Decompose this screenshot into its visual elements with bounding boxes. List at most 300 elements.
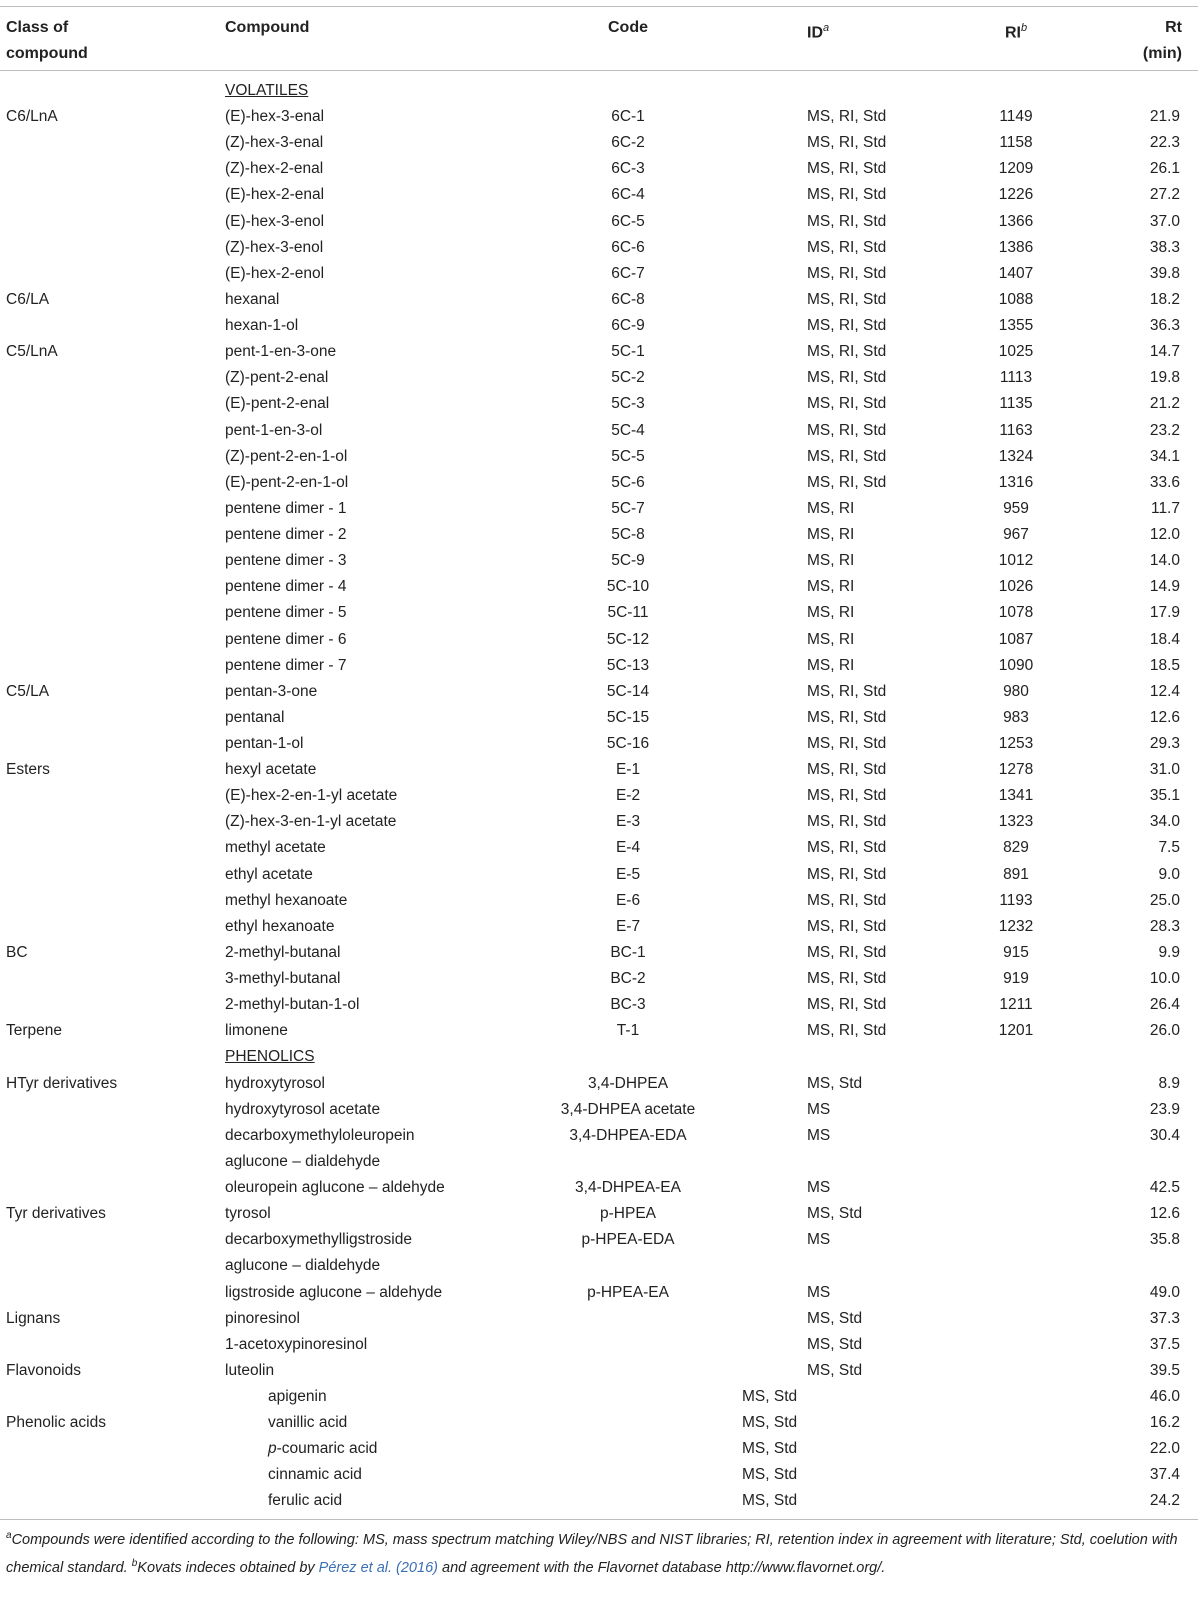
id-cell: MS, Std (807, 1074, 863, 1092)
id-cell: MS, Std (742, 1440, 798, 1458)
compound-cell: (Z)-pent-2-en-1-ol (225, 447, 348, 465)
compound-cell: 3-methyl-butanal (225, 970, 341, 988)
ri-cell: 1253 (998, 735, 1034, 752)
rt-cell: 12.0 (1149, 526, 1180, 544)
rt-cell: 29.3 (1149, 735, 1180, 752)
code-cell: E-6 (615, 891, 641, 909)
id-cell: MS, RI, Std (807, 447, 887, 465)
table-row (0, 391, 1198, 417)
code-cell: p-HPEA-EA (587, 1283, 669, 1301)
code-cell: 6C-8 (611, 290, 645, 308)
compound-cell: pent-1-en-3-ol (225, 421, 323, 439)
compound-cell: ferulic acid (268, 1492, 343, 1510)
id-cell: MS, RI, Std (807, 238, 887, 256)
rt-cell: 14.0 (1149, 552, 1180, 570)
ri-cell: 829 (1003, 839, 1029, 857)
class-cell: Esters (6, 761, 50, 779)
rt-cell: 18.4 (1149, 630, 1180, 648)
rt-cell: 28.3 (1149, 917, 1180, 935)
rt-cell: 23.2 (1149, 421, 1180, 439)
ri-cell: 1088 (998, 290, 1034, 308)
compound-cell: pentan-3-one (225, 682, 318, 700)
id-cell: MS, Std (807, 1205, 863, 1223)
compound-cell: hexan-1-ol (225, 317, 299, 335)
header-compound: Compound (225, 19, 310, 36)
table-row (0, 209, 1198, 235)
reference-link[interactable]: Pérez et al. (2016) (318, 1559, 438, 1576)
ri-cell: 1211 (999, 996, 1033, 1014)
table-row (0, 757, 1198, 783)
code-cell: 5C-5 (611, 447, 645, 465)
ri-cell: 1324 (998, 447, 1034, 465)
ri-cell: 1209 (998, 160, 1034, 178)
ri-cell: 1232 (998, 917, 1034, 935)
table-row (0, 235, 1198, 261)
table-row (0, 731, 1198, 757)
code-cell: 6C-4 (611, 186, 645, 204)
code-cell: p-HPEA-EDA (581, 1231, 675, 1249)
ri-cell: 1113 (999, 369, 1033, 387)
id-cell: MS, Std (742, 1388, 798, 1405)
rt-cell: 31.0 (1149, 761, 1180, 779)
code-cell: 5C-3 (611, 395, 645, 413)
table-row (0, 627, 1198, 653)
compound-cell: pentene dimer - 5 (225, 604, 347, 622)
table-row (0, 1306, 1198, 1332)
code-cell: 5C-6 (611, 473, 645, 491)
compound-cell: luteolin (225, 1361, 275, 1379)
class-cell: BC (6, 943, 28, 961)
rt-cell: 37.0 (1149, 212, 1180, 230)
compound-cell: hexanal (225, 290, 280, 308)
id-cell: MS (807, 1179, 831, 1197)
compound-cell: hydroxytyrosol (225, 1074, 325, 1092)
rt-cell: 34.1 (1149, 447, 1180, 465)
compound-cell: aglucone – dialdehyde (225, 1257, 381, 1275)
id-cell: MS, RI (807, 526, 855, 544)
code-cell: 3,4-DHPEA-EDA (569, 1126, 687, 1144)
id-cell: MS, RI, Std (807, 290, 887, 308)
id-cell: MS, Std (742, 1414, 798, 1432)
rt-cell: 8.9 (1158, 1074, 1180, 1092)
id-cell: MS, RI, Std (807, 473, 887, 491)
compound-cell: methyl hexanoate (225, 891, 348, 909)
table-row (0, 1462, 1198, 1488)
table-row (0, 809, 1198, 835)
code-cell: 5C-7 (611, 499, 645, 517)
code-cell: 5C-8 (611, 526, 645, 544)
code-cell: 6C-7 (611, 264, 645, 282)
id-cell: MS, RI, Std (807, 943, 887, 961)
table-row (0, 600, 1198, 626)
ri-cell: 1158 (999, 134, 1033, 152)
rt-cell: 34.0 (1149, 813, 1180, 831)
table-top-rule (0, 6, 1198, 7)
code-cell: 5C-1 (611, 343, 645, 361)
id-cell: MS, RI, Std (807, 865, 887, 883)
rt-cell: 12.6 (1149, 1205, 1180, 1223)
ri-cell: 891 (1003, 865, 1029, 883)
id-cell: MS, RI, Std (807, 787, 887, 805)
id-cell: MS, Std (807, 1309, 863, 1327)
code-cell: 5C-15 (606, 708, 650, 726)
table-row (0, 862, 1198, 888)
ri-cell: 1278 (998, 761, 1034, 779)
rt-cell: 26.1 (1149, 160, 1180, 178)
ri-cell: 1163 (999, 421, 1033, 439)
id-cell: MS, Std (742, 1492, 798, 1510)
ri-cell: 959 (1003, 499, 1029, 517)
table-row (0, 444, 1198, 470)
rt-cell: 22.0 (1149, 1440, 1180, 1458)
rt-cell: 42.5 (1149, 1179, 1180, 1197)
compound-cell: (E)-hex-2-enol (225, 264, 325, 282)
ri-cell: 983 (1003, 708, 1029, 726)
compound-cell: (E)-hex-3-enal (225, 108, 325, 126)
id-cell: MS, RI (807, 552, 855, 570)
id-cell: MS, RI, Std (807, 369, 887, 387)
table-row (0, 1488, 1198, 1514)
ri-cell: 980 (1003, 682, 1029, 700)
ri-cell: 1193 (999, 891, 1033, 909)
table-row (0, 548, 1198, 574)
table-row (0, 1436, 1198, 1462)
rt-cell: 18.5 (1149, 656, 1180, 674)
rt-cell: 24.2 (1149, 1492, 1180, 1510)
compound-cell: (Z)-hex-3-enol (225, 238, 324, 256)
class-cell: Phenolic acids (6, 1414, 106, 1432)
ri-cell: 1026 (998, 578, 1034, 596)
ri-cell: 1090 (998, 656, 1034, 674)
compound-cell: decarboxymethylligstroside (225, 1231, 412, 1249)
rt-cell: 27.2 (1149, 186, 1180, 204)
id-cell: MS, Std (742, 1466, 798, 1484)
id-cell: MS, RI, Std (807, 917, 887, 935)
rt-cell: 10.0 (1149, 970, 1180, 988)
rt-cell: 19.8 (1149, 369, 1180, 387)
table-row (0, 104, 1198, 130)
table-row (0, 313, 1198, 339)
id-cell: MS, RI (807, 578, 855, 596)
rt-cell: 21.2 (1149, 395, 1180, 413)
id-cell: MS, RI, Std (807, 761, 887, 779)
rt-cell: 11.7 (1150, 499, 1180, 517)
compound-cell: pentanal (225, 708, 285, 726)
id-cell: MS, RI, Std (807, 212, 887, 230)
table-row (0, 156, 1198, 182)
table-row (0, 1227, 1198, 1253)
rt-cell: 17.9 (1149, 604, 1180, 622)
table-row (0, 418, 1198, 444)
class-cell: Flavonoids (6, 1361, 81, 1379)
header-rule (0, 70, 1198, 71)
ri-cell: 1355 (998, 317, 1034, 335)
rt-cell: 35.1 (1149, 787, 1180, 805)
compound-cell: p-coumaric acid (268, 1440, 378, 1458)
rt-cell: 33.6 (1149, 473, 1180, 491)
rt-cell: 12.4 (1149, 682, 1180, 700)
header-code: Code (608, 19, 648, 36)
rt-cell: 22.3 (1149, 134, 1180, 152)
rt-cell: 37.4 (1149, 1466, 1180, 1484)
code-cell: BC-1 (610, 943, 646, 961)
header-class: Class of compound (6, 19, 88, 62)
rt-cell: 9.0 (1158, 865, 1180, 883)
code-cell: T-1 (616, 1022, 640, 1040)
rt-cell: 49.0 (1149, 1283, 1180, 1301)
ri-cell: 1386 (998, 238, 1034, 256)
compound-cell: (E)-pent-2-enal (225, 395, 330, 413)
id-cell: MS, RI, Std (807, 421, 887, 439)
ri-cell: 1078 (998, 604, 1034, 622)
table-row (0, 992, 1198, 1018)
compound-cell: (Z)-hex-2-enal (225, 160, 324, 178)
table-row (0, 705, 1198, 731)
rt-cell: 21.9 (1149, 108, 1180, 126)
code-cell: 3,4-DHPEA (587, 1074, 669, 1092)
table-row (0, 1410, 1198, 1436)
id-cell: MS, RI, Std (807, 134, 887, 152)
compound-cell: (Z)-hex-3-en-1-yl acetate (225, 813, 397, 831)
table-row (0, 1253, 1198, 1279)
rt-cell: 35.8 (1149, 1231, 1180, 1249)
header-ri: $RI^b$ (1004, 22, 1028, 42)
id-cell: MS, RI (807, 630, 855, 648)
class-cell: Tyr derivatives (6, 1205, 106, 1223)
code-cell: 6C-9 (611, 317, 645, 335)
compound-cell: ethyl hexanoate (225, 917, 335, 935)
compound-cell: (E)-pent-2-en-1-ol (225, 473, 349, 491)
class-cell: C5/LA (6, 682, 50, 700)
section-header-row (0, 78, 1198, 104)
table-footnote: $^a$Compounds were identified according to the following: MS, mass spectrum matching Wiley/NBS and NIST libraries; RI, retention index in agreement with literature; Std, coelution with chemical standard. $^b$Kovats indeces obtained by Pérez et al. (2016) and agreement with the Flavornet database http://www.flavornet.org/. (6, 1530, 1178, 1576)
table-row (0, 574, 1198, 600)
table-row (0, 783, 1198, 809)
id-cell: MS, RI, Std (807, 970, 887, 988)
table-row (0, 1123, 1198, 1149)
compound-cell: tyrosol (225, 1205, 271, 1223)
class-cell: C6/LA (6, 290, 50, 308)
id-cell: MS (807, 1283, 831, 1301)
rt-cell: 26.0 (1149, 1022, 1180, 1040)
table-row (0, 1018, 1198, 1044)
compound-cell: PHENOLICS (225, 1048, 315, 1066)
table-row (0, 522, 1198, 548)
code-cell: 6C-3 (611, 160, 645, 178)
code-cell: 3,4-DHPEA acetate (560, 1100, 696, 1118)
id-cell: MS, RI, Std (807, 186, 887, 204)
rt-cell: 14.9 (1149, 578, 1180, 596)
table-row (0, 470, 1198, 496)
code-cell: BC-3 (610, 996, 646, 1014)
compound-cell: apigenin (268, 1388, 327, 1405)
id-cell: MS, RI, Std (807, 1022, 887, 1040)
code-cell: 5C-11 (607, 604, 649, 622)
compound-cell: pinoresinol (225, 1309, 300, 1327)
compound-cell: methyl acetate (225, 839, 326, 857)
code-cell: E-4 (615, 839, 641, 857)
table-row (0, 679, 1198, 705)
id-cell: MS, RI, Std (807, 264, 887, 282)
table-row (0, 365, 1198, 391)
ri-cell: 915 (1003, 943, 1029, 961)
code-cell: BC-2 (610, 970, 646, 988)
compound-cell: oleuropein aglucone – aldehyde (225, 1179, 445, 1197)
id-cell: MS, RI (807, 604, 855, 622)
code-cell: 3,4-DHPEA-EA (575, 1179, 681, 1197)
compound-cell: pentene dimer - 4 (225, 578, 347, 596)
table-row (0, 1280, 1198, 1306)
compound-cell: ligstroside aglucone – aldehyde (225, 1283, 443, 1301)
rt-cell: 26.4 (1149, 996, 1180, 1014)
class-cell: Terpene (6, 1022, 63, 1040)
compound-cell: (E)-hex-2-en-1-yl acetate (225, 787, 398, 805)
id-cell: MS, RI, Std (807, 708, 887, 726)
code-cell: 5C-13 (606, 656, 650, 674)
code-cell: 5C-4 (611, 421, 645, 439)
code-cell: 5C-2 (611, 369, 645, 387)
code-cell: E-3 (615, 813, 641, 831)
id-cell: MS, RI, Std (807, 839, 887, 857)
id-cell: MS, RI, Std (807, 996, 887, 1014)
table-row (0, 1097, 1198, 1123)
code-cell: 6C-1 (611, 108, 645, 126)
compound-cell: pentene dimer - 3 (225, 552, 347, 570)
rt-cell: 23.9 (1149, 1100, 1180, 1118)
code-cell: E-2 (615, 787, 641, 805)
compound-cell: (E)-hex-3-enol (225, 212, 325, 230)
ri-cell: 1323 (998, 813, 1034, 831)
id-cell: MS, Std (807, 1335, 863, 1353)
code-cell: 6C-5 (611, 212, 645, 230)
compound-cell: VOLATILES (225, 82, 309, 99)
ri-cell: 1407 (998, 264, 1034, 282)
ri-cell: 919 (1003, 970, 1029, 988)
compound-cell: 2-methyl-butanal (225, 943, 341, 961)
section-header-row (0, 1044, 1198, 1070)
compound-cell: pentene dimer - 2 (225, 526, 347, 544)
rt-cell: 12.6 (1149, 708, 1180, 726)
compound-cell: cinnamic acid (268, 1466, 362, 1484)
table-row (0, 1201, 1198, 1227)
table-row (0, 653, 1198, 679)
id-cell: MS, RI (807, 499, 855, 517)
table-row (0, 130, 1198, 156)
table-row (0, 1358, 1198, 1384)
code-cell: 6C-6 (611, 238, 645, 256)
id-cell: MS (807, 1231, 831, 1249)
ri-cell: 1201 (998, 1022, 1034, 1040)
compound-cell: vanillic acid (268, 1414, 348, 1432)
table-row (0, 835, 1198, 861)
id-cell: MS, RI, Std (807, 343, 887, 361)
class-cell: C5/LnA (6, 343, 58, 361)
compound-cell: pentene dimer - 7 (225, 656, 347, 674)
code-cell: E-1 (615, 761, 641, 779)
class-cell: C6/LnA (6, 108, 58, 126)
id-cell: MS, RI (807, 656, 855, 674)
rt-cell: 14.7 (1149, 343, 1180, 361)
rt-cell: 39.5 (1149, 1361, 1180, 1379)
table-row (0, 940, 1198, 966)
table-row (0, 914, 1198, 940)
compound-cell: (Z)-hex-3-enal (225, 134, 324, 152)
table-row (0, 888, 1198, 914)
compound-cell: 2-methyl-butan-1-ol (225, 996, 360, 1014)
header-rt: Rt (min) (1142, 19, 1182, 62)
rt-cell: 38.3 (1149, 238, 1180, 256)
id-cell: MS, Std (807, 1361, 863, 1379)
ri-cell: 1341 (998, 787, 1034, 805)
code-cell: 5C-12 (606, 630, 650, 648)
table-row (0, 496, 1198, 522)
rt-cell: 16.2 (1149, 1414, 1180, 1432)
rt-cell: 37.3 (1149, 1309, 1180, 1327)
compound-cell: decarboxymethyloleuropein (225, 1126, 415, 1144)
compound-cell: (E)-hex-2-enal (225, 186, 325, 204)
compound-cell: pentene dimer - 6 (225, 630, 347, 648)
id-cell: MS, RI, Std (807, 735, 887, 752)
rt-cell: 30.4 (1149, 1126, 1180, 1144)
code-cell: p-HPEA (600, 1205, 656, 1223)
class-cell: HTyr derivatives (6, 1074, 118, 1092)
compound-cell: (Z)-pent-2-enal (225, 369, 329, 387)
table-row (0, 1332, 1198, 1358)
table-row (0, 261, 1198, 287)
code-cell: E-5 (615, 865, 641, 883)
ri-cell: 1135 (999, 395, 1033, 413)
ri-cell: 967 (1003, 526, 1029, 544)
id-cell: MS, RI, Std (807, 108, 887, 126)
table-row (0, 182, 1198, 208)
rt-cell: 37.5 (1149, 1335, 1180, 1353)
rt-cell: 36.3 (1149, 317, 1180, 335)
compound-cell: limonene (225, 1022, 288, 1040)
code-cell: 5C-16 (606, 735, 650, 752)
id-cell: MS, RI, Std (807, 891, 887, 909)
ri-cell: 1316 (998, 473, 1034, 491)
ri-cell: 1025 (998, 343, 1034, 361)
id-cell: MS, RI, Std (807, 160, 887, 178)
id-cell: MS, RI, Std (807, 813, 887, 831)
ri-cell: 1149 (999, 108, 1033, 126)
code-cell: 5C-9 (611, 552, 645, 570)
compound-cell: pentan-1-ol (225, 735, 304, 752)
table-row (0, 1175, 1198, 1201)
id-cell: MS (807, 1126, 831, 1144)
rt-cell: 46.0 (1149, 1388, 1180, 1405)
id-cell: MS, RI, Std (807, 317, 887, 335)
id-cell: MS (807, 1100, 831, 1118)
compound-cell: aglucone – dialdehyde (225, 1152, 381, 1170)
table-row (0, 966, 1198, 992)
id-cell: MS, RI, Std (807, 682, 887, 700)
table-bottom-rule (0, 1519, 1198, 1520)
compound-cell: hexyl acetate (225, 761, 317, 779)
compound-cell: pent-1-en-3-one (225, 343, 337, 361)
rt-cell: 9.9 (1158, 943, 1180, 961)
header-id: $ID^a$ (807, 22, 830, 42)
compound-cell: 1-acetoxypinoresinol (225, 1335, 368, 1353)
rt-cell: 7.5 (1158, 839, 1180, 857)
code-cell: 5C-14 (606, 682, 650, 700)
ri-cell: 1226 (998, 186, 1034, 204)
table-row (0, 1384, 1198, 1410)
table-row (0, 287, 1198, 313)
id-cell: MS, RI, Std (807, 395, 887, 413)
ri-cell: 1012 (998, 552, 1034, 570)
ri-cell: 1366 (998, 212, 1034, 230)
